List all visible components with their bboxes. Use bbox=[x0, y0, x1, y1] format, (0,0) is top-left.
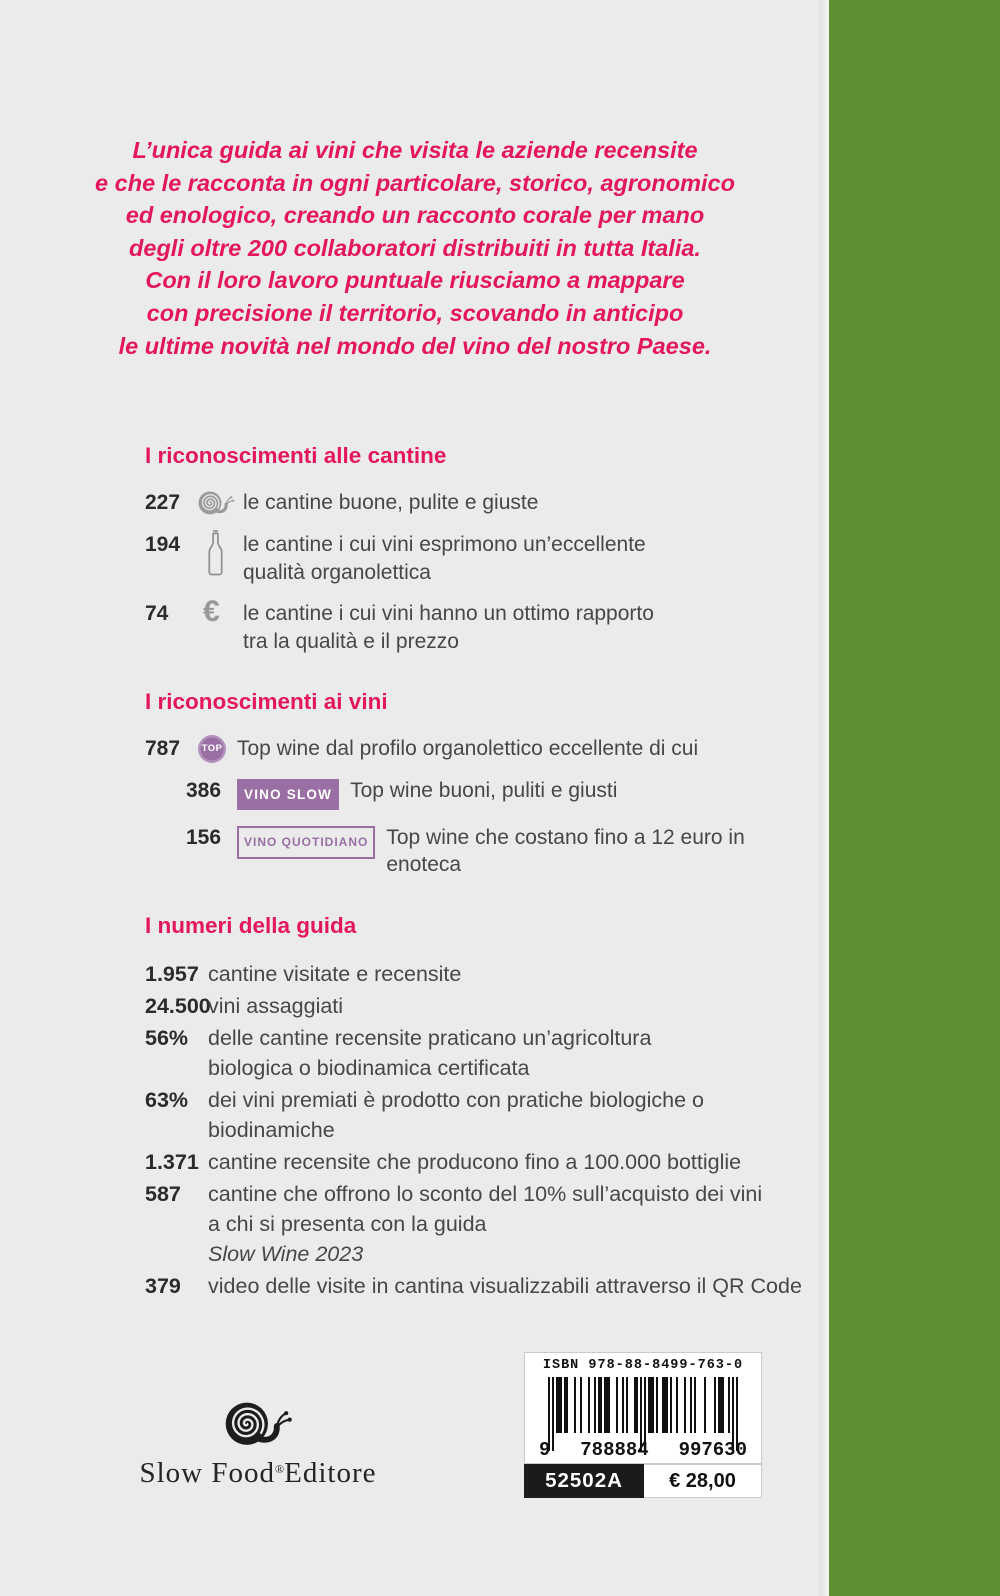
stat-row bbox=[145, 1271, 810, 1301]
stat-value: 63% bbox=[145, 1087, 189, 1112]
award-row-euro bbox=[145, 595, 810, 655]
stat-text: biologica o biodinamica certificata bbox=[208, 1055, 530, 1080]
main-content bbox=[145, 443, 810, 1303]
wine-award-row-top bbox=[145, 735, 810, 763]
intro-line: le ultime novità nel mondo del vino del nostro Paese. bbox=[118, 332, 712, 359]
barcode-block bbox=[524, 1352, 762, 1498]
stat-text: delle cantine recensite praticano un’agricoltura bbox=[208, 1025, 652, 1050]
vino-slow-badge: VINO SLOW bbox=[237, 779, 339, 810]
award-count: 386 bbox=[186, 779, 222, 802]
stat-value: 24.500 bbox=[145, 993, 211, 1018]
stat-row bbox=[145, 1179, 810, 1269]
award-text: le cantine buone, pulite e giuste bbox=[243, 491, 539, 514]
stat-row bbox=[145, 1085, 810, 1145]
intro-paragraph bbox=[55, 134, 775, 362]
top-wine-badge: TOP bbox=[198, 735, 226, 763]
award-count: 74 bbox=[145, 602, 169, 625]
stat-value: 1.957 bbox=[145, 961, 199, 986]
stat-row bbox=[145, 959, 810, 989]
award-count: 787 bbox=[145, 737, 181, 760]
stat-value: 1.371 bbox=[145, 1149, 199, 1174]
intro-line: degli oltre 200 collaboratori distribuiti in tutta Italia. bbox=[129, 234, 701, 261]
wine-bottle-icon bbox=[205, 528, 226, 577]
euro-icon: € bbox=[203, 595, 220, 628]
wine-award-row-vino-quotidiano bbox=[186, 824, 810, 879]
award-row-snail bbox=[145, 489, 810, 517]
stat-text: cantine recensite che producono fino a 100.000 bottiglie bbox=[208, 1149, 742, 1174]
intro-line: e che le racconta in ogni particolare, storico, agronomico bbox=[95, 169, 735, 196]
wine-award-row-vino-slow bbox=[186, 777, 810, 810]
award-text: Top wine che costano fino a 12 euro in enoteca bbox=[386, 825, 745, 876]
stat-row bbox=[145, 991, 810, 1021]
stat-value: 587 bbox=[145, 1181, 181, 1206]
stat-row bbox=[145, 1147, 810, 1177]
stat-value: 379 bbox=[145, 1273, 181, 1298]
intro-line: Con il loro lavoro puntuale riusciamo a mappare bbox=[145, 267, 685, 294]
award-count: 156 bbox=[186, 825, 222, 849]
section-title-cantine: I riconoscimenti alle cantine bbox=[145, 443, 447, 468]
green-spine-stripe bbox=[829, 0, 1000, 1596]
award-text: le cantine i cui vini esprimono un’eccellente bbox=[243, 533, 646, 556]
award-text: tra la qualità e il prezzo bbox=[243, 629, 459, 653]
award-count: 194 bbox=[145, 533, 181, 556]
isbn-label: ISBN 978-88-8499-763-0 bbox=[542, 1358, 744, 1373]
stat-text: a chi si presenta con la guida Slow Wine 2023 bbox=[208, 1211, 487, 1266]
barcode-box bbox=[524, 1352, 762, 1464]
award-text: le cantine i cui vini hanno un ottimo rapporto bbox=[243, 602, 654, 625]
snail-icon bbox=[196, 487, 236, 517]
award-text: Top wine dal profilo organolettico eccellente di cui bbox=[237, 737, 699, 760]
price-band bbox=[524, 1464, 762, 1498]
stat-text: cantine che offrono lo sconto del 10% sull’acquisto dei vini bbox=[208, 1181, 763, 1206]
stat-text: cantine visitate e recensite bbox=[208, 961, 462, 986]
vino-quotidiano-badge: VINO QUOTIDIANO bbox=[237, 826, 375, 860]
stat-text: video delle visite in cantina visualizzabili attraverso il QR Code bbox=[208, 1273, 802, 1298]
slow-food-snail-icon bbox=[221, 1396, 295, 1448]
intro-line: con precisione il territorio, scovando in anticipo bbox=[146, 299, 684, 326]
intro-line: ed enologico, creando un racconto corale per mano bbox=[125, 202, 705, 229]
award-count: 227 bbox=[145, 491, 181, 514]
price-label: € 28,00 bbox=[644, 1464, 762, 1498]
award-text: Top wine buoni, puliti e giusti bbox=[350, 779, 618, 802]
section-title-numeri: I numeri della guida bbox=[145, 912, 357, 938]
stat-text: vini assaggiati bbox=[208, 993, 344, 1018]
edition-code: 52502A bbox=[524, 1464, 644, 1498]
intro-line: L’unica guida ai vini che visita le aziende recensite bbox=[132, 137, 698, 163]
section-title-vini: I riconoscimenti ai vini bbox=[145, 689, 388, 714]
stat-row bbox=[145, 1023, 810, 1083]
registered-mark: ® bbox=[275, 1462, 285, 1476]
guide-title-italic: Slow Wine 2023 bbox=[208, 1241, 364, 1266]
award-row-bottle bbox=[145, 531, 810, 586]
barcode-digits: 9 788884 997630 bbox=[539, 1439, 747, 1461]
cover-fold-line bbox=[819, 0, 829, 1596]
award-text: qualità organolettica bbox=[243, 560, 431, 584]
stat-text: dei vini premiati è prodotto con pratiche biologiche o biodinamiche bbox=[208, 1087, 704, 1142]
publisher-name: Slow Food®Editore bbox=[139, 1457, 377, 1489]
stat-value: 56% bbox=[145, 1025, 189, 1050]
publisher-logo bbox=[128, 1396, 388, 1490]
